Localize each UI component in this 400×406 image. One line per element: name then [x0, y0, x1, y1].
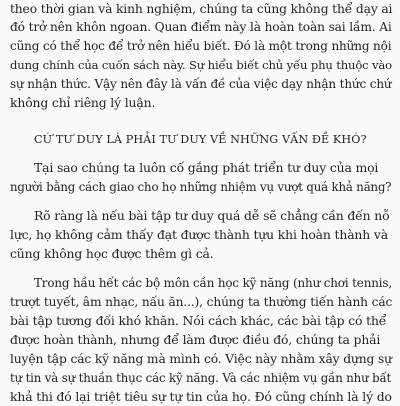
text-line: khả thi đó lại triệt tiêu sự tự tin của họ. Đó cũng chính là lý do	[10, 389, 392, 404]
text-line: cũng có thể học để trở nên hiểu biết. Đó là một trong những nội	[10, 39, 392, 53]
text-line: cũng không học được thêm gì cả.	[10, 246, 214, 261]
text-line: tự tin và sự thuần thục các kỹ năng. Và các nhiệm vụ gần như bất	[10, 371, 392, 385]
text-line: luyện tập các kỹ năng mà mình có. Việc này nhằm xây dựng sự	[10, 352, 392, 366]
text-line: không chỉ riêng lý luận.	[10, 95, 156, 110]
text-line: sự nhận thức. Vậy nên đây là vấn đề của việc dạy nhận thức chứ	[10, 77, 392, 91]
text-line: bài tập tương đối khó khăn. Nói cách khác, các bài tập có thể	[10, 313, 387, 328]
text-line: lực, họ không cảm thấy đạt được thành tựu khi hoàn thành và	[10, 227, 388, 242]
section-heading: CỨ TƯ DUY LÀ PHẢI TƯ DUY VỀ NHỮNG VẤN ĐỀ KHÓ?	[34, 133, 367, 146]
text-line: theo thời gian và kinh nghiệm, chúng ta cũng không thể dạy ai	[10, 2, 393, 16]
text-line: người bằng cách giao cho họ những nhiệm vụ vượt quá khả năng?	[10, 180, 392, 194]
text-line: trượt tuyết, âm nhạc, nấu ăn...), chúng ta thường tiến hành các	[10, 295, 393, 309]
text-line: Trong hầu hết các bộ môn cần học kỹ năng (như chơi tennis,	[34, 276, 393, 290]
text-line: Rõ ràng là nếu bài tập tư duy quá dễ sẽ chẳng cần đến nỗ	[34, 208, 390, 223]
text-line: dung chính của cuốn sách này. Sự hiểu biết chủ yếu phụ thuộc vào	[10, 58, 392, 72]
text-line: được hoàn thành, nhưng để làm được điều đó, chúng ta phải	[10, 332, 381, 347]
text-line: đó trở nên khôn ngoan. Quan điểm này là hoàn toàn sai lầm. Ai	[10, 20, 392, 34]
text-line: Tại sao chúng ta luôn cố gắng phát triển tư duy của mọi	[34, 160, 379, 175]
